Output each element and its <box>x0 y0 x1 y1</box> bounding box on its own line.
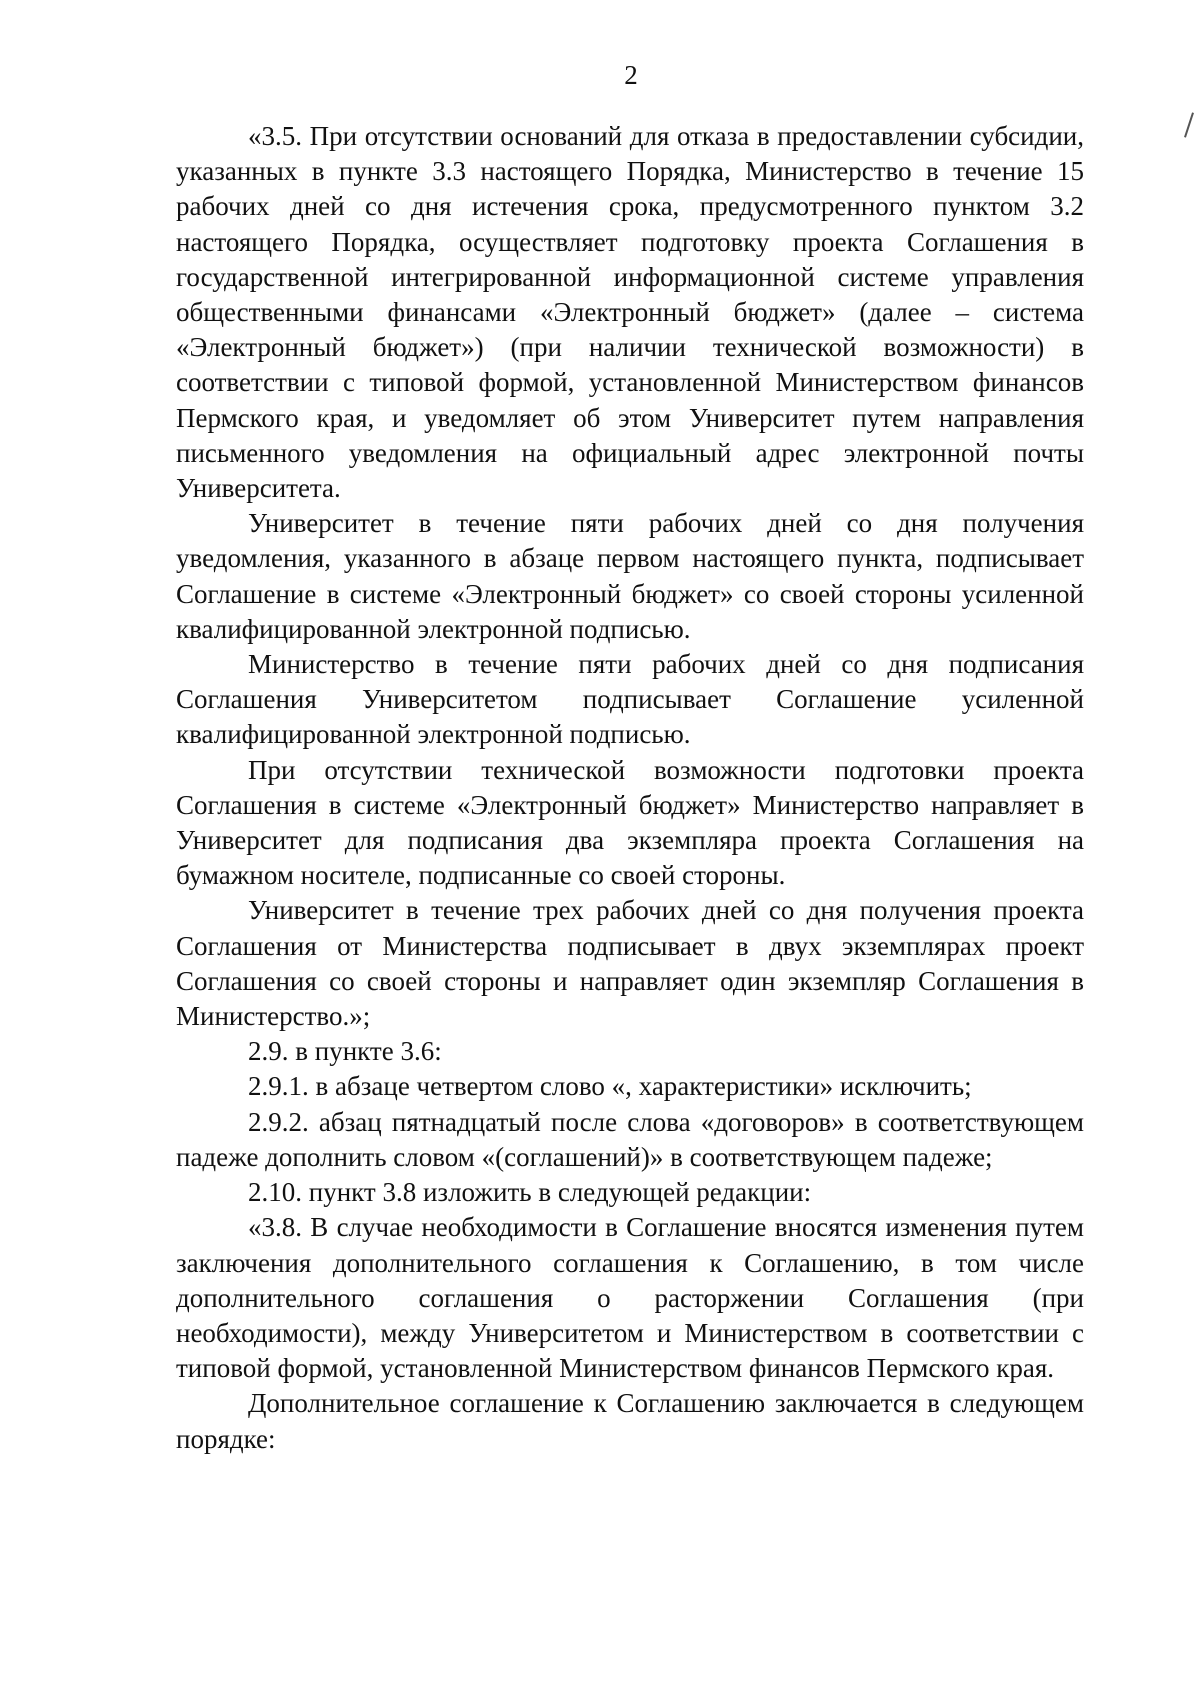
paragraph-university-paper-signing: Университет в течение трех рабочих дней со дня получения проекта Соглашения от Министерства подписывает в двух экземплярах проект Соглашения со своей стороны и направляет один экземпляр Соглашения в Министерство.»; <box>176 895 1084 1032</box>
paragraph-3-8: «3.8. В случае необходимости в Соглашение вносятся изменения путем заключения дополнительного соглашения к Соглашению, в том числе дополнительного соглашения о расторжении Соглашения (при необходимости), между Университетом и Министерством в соответствии с типовой формой, установленной Министерством финансов Пермского края. <box>176 1212 1084 1384</box>
document-body <box>176 119 1084 1457</box>
paragraph-2-9-2: 2.9.2. абзац пятнадцатый после слова «договоров» в соответствующем падеже дополнить словом «(соглашений)» в соответствующем падеже; <box>176 1106 1084 1172</box>
paragraph-university-signs: Университет в течение пяти рабочих дней со дня получения уведомления, указанного в абзаце первом настоящего пункта, подписывает Соглашение в системе «Электронный бюджет» со своей стороны усиленной квалифицированной электронной подписью. <box>176 508 1084 644</box>
paragraph-ministry-signs: Министерство в течение пяти рабочих дней со дня подписания Соглашения Университетом подписывает Соглашение усиленной квалифицированной электронной подписью. <box>176 649 1084 750</box>
page-number: 2 <box>624 60 638 90</box>
paragraph-2-9: 2.9. в пункте 3.6: <box>248 1036 442 1067</box>
paragraph-2-10: 2.10. пункт 3.8 изложить в следующей редакции: <box>248 1177 812 1208</box>
scan-edge-mark <box>1184 112 1194 137</box>
paragraph-3-5: «3.5. При отсутствии оснований для отказа в предоставлении субсидии, указанных в пункте 3.3 настоящего Порядка, Министерство в течение 15 рабочих дней со дня истечения срока, предусмотренного пунктом 3.2 настоящего Порядка, осуществляет подготовку проекта Соглашения в государственной интегрированной информационной системе управления общественными финансами «Электронный бюджет» (далее – система «Электронный бюджет») (при наличии технической возможности) в соответствии с типовой формой, установленной Министерством финансов Пермского края, и уведомляет об этом Университет путем направления письменного уведомления на официальный адрес электронной почты Университета. <box>176 121 1084 504</box>
paragraph-additional-agreement: Дополнительное соглашение к Соглашению заключается в следующем порядке: <box>176 1388 1084 1454</box>
paragraph-paper-version: При отсутствии технической возможности подготовки проекта Соглашения в системе «Электронный бюджет» Министерство направляет в Университет для подписания два экземпляра проекта Соглашения на бумажном носителе, подписанные со своей стороны. <box>176 754 1084 891</box>
paragraph-2-9-1: 2.9.1. в абзаце четвертом слово «, характеристики» исключить; <box>248 1071 972 1102</box>
